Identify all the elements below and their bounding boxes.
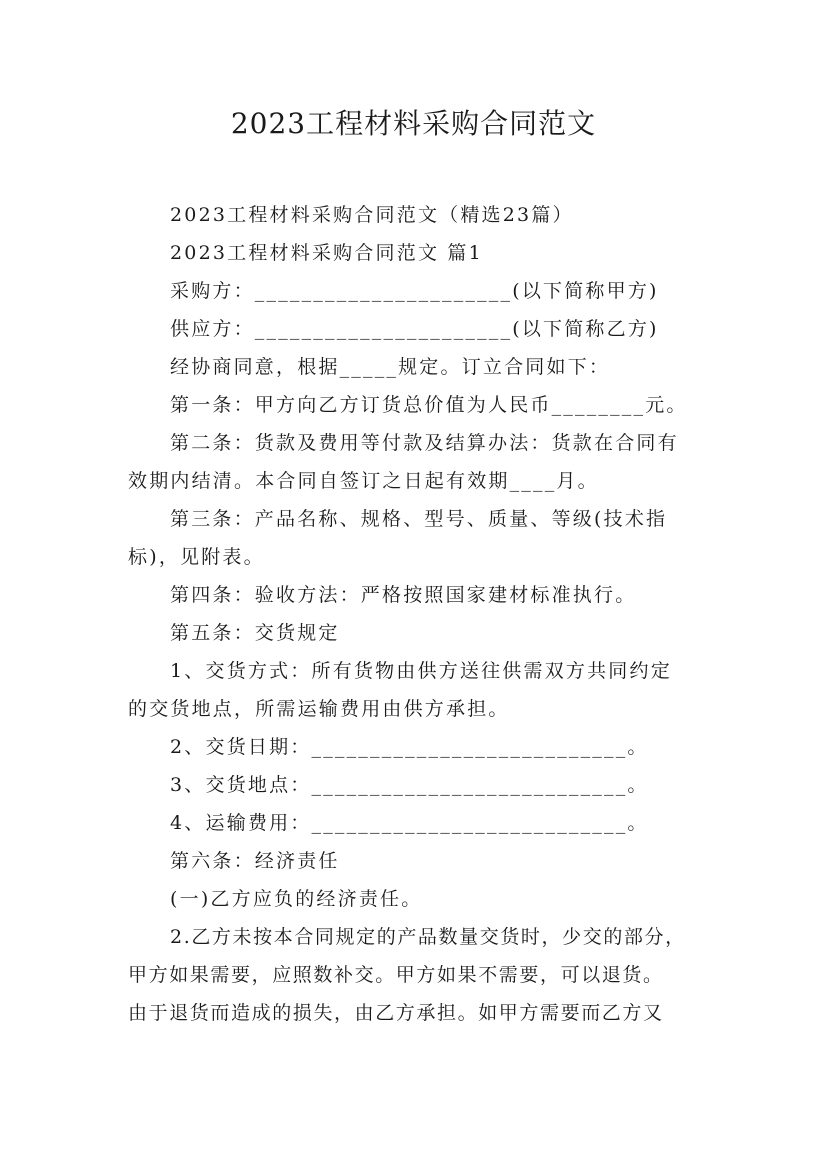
document-body: [128, 196, 708, 1032]
paragraph-line: 的交货地点，所需运输费用由供方承担。: [128, 698, 510, 720]
paragraph-line: 2、交货日期：___________________________。: [170, 736, 649, 758]
paragraph-line: 第一条：甲方向乙方订货总价值为人民币________元。: [170, 394, 688, 416]
paragraph-line: 标)，见附表。: [128, 546, 265, 568]
paragraph-line: 2023工程材料采购合同范文 篇1: [170, 242, 483, 264]
paragraph-line: 第二条：货款及费用等付款及结算办法：货款在合同有: [170, 432, 679, 454]
paragraph-line: 1、交货方式：所有货物由供方送往供需双方共同约定: [170, 660, 672, 682]
paragraph-line: 4、运输费用：___________________________。: [170, 812, 649, 834]
paragraph-line: 第五条：交货规定: [170, 622, 340, 644]
paragraph-line: (一)乙方应负的经济责任。: [170, 888, 423, 910]
document-title: 2023工程材料采购合同范文: [230, 107, 597, 140]
paragraph-line: 甲方如果需要，应照数补交。甲方如果不需要，可以退货。: [128, 964, 664, 986]
paragraph-line: 第六条：经济责任: [170, 850, 340, 872]
paragraph-line: 效期内结清。本合同自签订之日起有效期____月。: [128, 470, 599, 492]
paragraph-line: 经协商同意，根据_____规定。订立合同如下：: [170, 356, 611, 378]
paragraph-line: 由于退货而造成的损失，由乙方承担。如甲方需要而乙方又: [128, 1002, 664, 1024]
paragraph-line: 采购方：______________________(以下简称甲方): [170, 280, 659, 302]
paragraph-line: 3、交货地点：___________________________。: [170, 774, 649, 796]
paragraph-line: 第三条：产品名称、规格、型号、质量、等级(技术指: [170, 508, 668, 530]
paragraph-line: 供应方：______________________(以下简称乙方): [170, 318, 659, 340]
paragraph-line: 2.乙方未按本合同规定的产品数量交货时，少交的部分，: [170, 926, 686, 948]
paragraph-line: 2023工程材料采购合同范文（精选23篇）: [170, 204, 574, 226]
paragraph-line: 第四条：验收方法：严格按照国家建材标准执行。: [170, 584, 637, 606]
